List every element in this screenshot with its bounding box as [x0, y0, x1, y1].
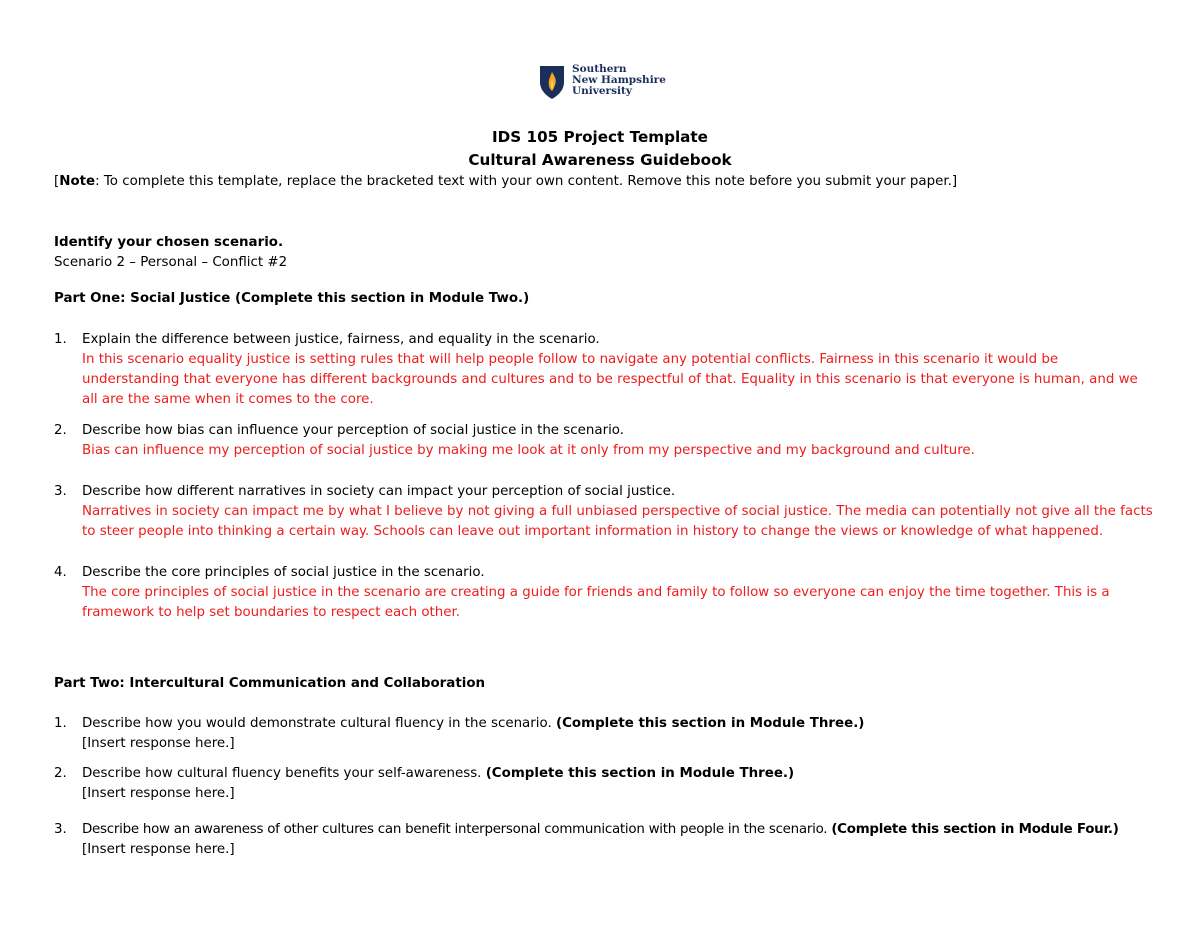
item-question: Describe how an awareness of other cultures can benefit interpersonal communication with people in the scenario.	[82, 822, 832, 837]
document-title: IDS 105 Project Template	[492, 128, 708, 146]
template-note	[54, 172, 1164, 192]
item-number: 2.	[54, 766, 67, 781]
item-question: Describe how bias can influence your perception of social justice in the scenario.	[82, 423, 625, 438]
item-number: 3.	[54, 822, 67, 837]
part-two-item-2	[54, 764, 1154, 804]
item-question: Describe how different narratives in society can impact your perception of social justice.	[82, 484, 676, 499]
university-logo	[538, 64, 666, 100]
item-answer: Narratives in society can impact me by what I believe by not giving a full unbiased perspective of social justice. The media can potentially not give all the facts to steer people into thinking a certain way. Schools can leave out important information in history to change the views or knowledge of what happened.	[82, 504, 1153, 539]
item-answer: [Insert response here.]	[82, 842, 235, 857]
item-number: 1.	[54, 332, 67, 347]
item-answer: The core principles of social justice in the scenario are creating a guide for friends and family to follow so everyone can enjoy the time together. This is a framework to help set boundaries to respect each other.	[82, 585, 1110, 620]
part-one-item-2	[54, 421, 1154, 461]
part-two-heading: Part Two: Intercultural Communication and Collaboration	[54, 676, 486, 691]
module-note: (Complete this section in Module Three.)	[555, 716, 865, 731]
item-question-line	[82, 820, 1154, 840]
item-answer: [Insert response here.]	[82, 786, 235, 801]
item-number: 1.	[54, 716, 67, 731]
note-text: : To complete this template, replace the bracketed text with your own content. Remove this note before you submit your paper.]	[95, 174, 958, 189]
note-open-bracket: [	[54, 174, 60, 189]
part-one-heading: Part One: Social Justice (Complete this section in Module Two.)	[54, 291, 530, 306]
shield-flame-icon	[538, 64, 566, 100]
identify-heading: Identify your chosen scenario.	[54, 235, 284, 250]
item-answer: Bias can influence my perception of social justice by making me look at it only from my perspective and my background and culture.	[82, 443, 975, 458]
item-answer: [Insert response here.]	[82, 736, 235, 751]
item-number: 4.	[54, 565, 67, 580]
item-answer: In this scenario equality justice is setting rules that will help people follow to navigate any potential conflicts. Fairness in this scenario it would be understanding that everyone has different backgrounds and cultures and to be respectful of that. Equality in this scenario is that everyone is human, and we all are the same when it comes to the core.	[82, 352, 1138, 407]
item-question: Describe how you would demonstrate cultural fluency in the scenario.	[82, 716, 556, 731]
item-number: 2.	[54, 423, 67, 438]
logo-line-1: Southern	[572, 63, 627, 75]
part-two-item-3	[54, 820, 1154, 860]
item-question-line	[82, 714, 1154, 734]
part-two-item-1	[54, 714, 1154, 754]
item-number: 3.	[54, 484, 67, 499]
module-note: (Complete this section in Module Three.)	[485, 766, 795, 781]
part-one-item-4	[54, 563, 1154, 623]
item-question: Describe how cultural fluency benefits your self-awareness.	[82, 766, 486, 781]
university-name	[572, 64, 666, 97]
item-question-line	[82, 764, 1154, 784]
note-label: Note	[59, 174, 96, 189]
part-one-item-3	[54, 482, 1154, 542]
item-question: Describe the core principles of social justice in the scenario.	[82, 565, 485, 580]
item-question: Explain the difference between justice, fairness, and equality in the scenario.	[82, 332, 600, 347]
part-one-item-1	[54, 330, 1154, 410]
module-note: (Complete this section in Module Four.)	[831, 822, 1119, 837]
logo-line-3: University	[572, 85, 632, 97]
logo-line-2: New Hampshire	[572, 74, 666, 86]
document-subtitle: Cultural Awareness Guidebook	[468, 151, 732, 169]
identify-answer: Scenario 2 – Personal – Conflict #2	[54, 255, 288, 270]
